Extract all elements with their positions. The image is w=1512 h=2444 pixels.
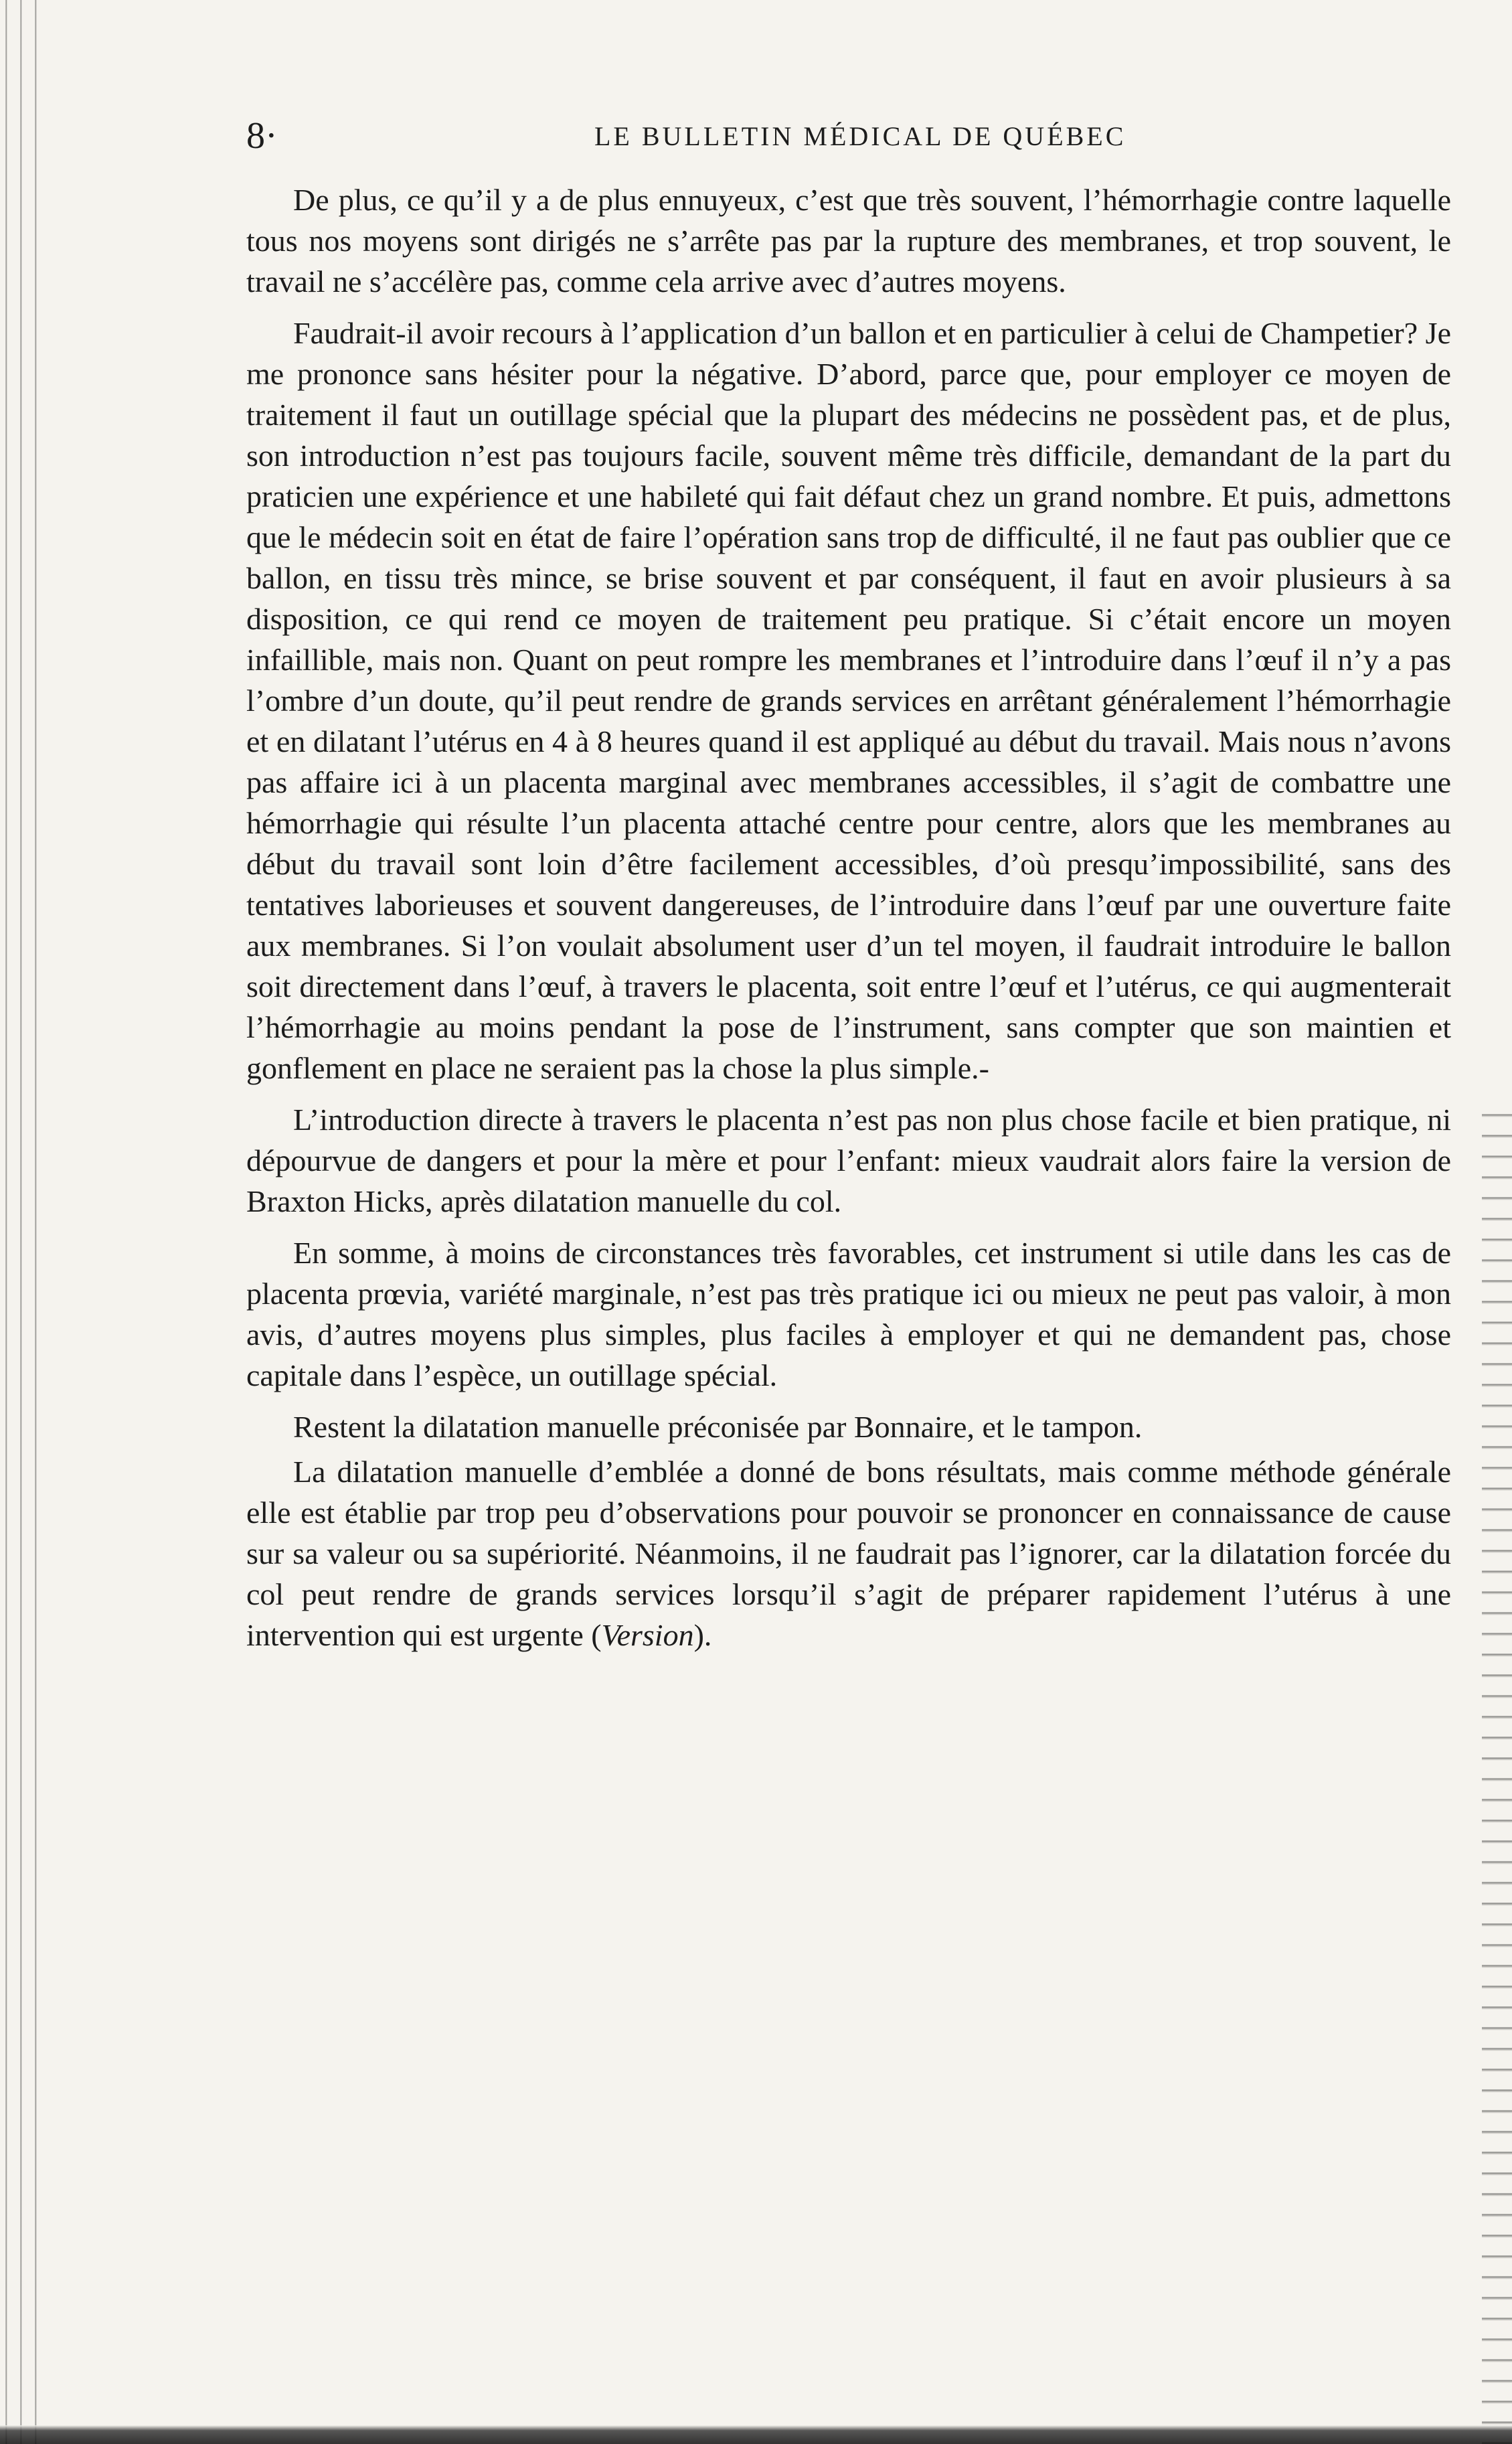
page-number: 8· bbox=[246, 115, 278, 157]
paragraph-last bbox=[246, 1451, 1451, 1655]
page-header bbox=[246, 112, 1451, 159]
paragraph-text: La dilatation manuelle d’emblée a donné de bons résultats, mais comme méthode générale elle est établie par trop peu d’observations pour pouvoir se prononcer en connaissance de cause sur sa valeur ou sa supériorité. Néanmoins, il ne faudrait pas l’ignorer, car la dilatation forcée du col peut rendre de grands services lorsqu’il s’agit de préparer rapidement l’utérus à une intervention qui est urgente ( bbox=[246, 1455, 1451, 1652]
paragraph: L’introduction directe à travers le placenta n’est pas non plus chose facile et bien pratique, ni dépourvue de dangers et pour la mère et pour l’enfant: mieux vaudrait alors faire la version de Braxton Hicks, après dilatation manuelle du col. bbox=[246, 1103, 1451, 1218]
binding-gutter bbox=[0, 0, 47, 2444]
paragraph: De plus, ce qu’il y a de plus ennuyeux, c’est que très souvent, l’hémorrhagie contre laquelle tous nos moyens sont dirigés ne s’arrête pas par la rupture des membranes, et trop souvent, le travail ne s’accélère pas, comme cela arrive avec d’autres moyens. bbox=[246, 183, 1451, 299]
paragraph-closing: ). bbox=[693, 1618, 712, 1652]
paragraph: Faudrait-il avoir recours à l’application d’un ballon et en particulier à celui de Champetier? Je me prononce sans hésiter pour la négative. D’abord, parce que, pour employer ce moyen de traitement il faut un outillage spécial que la plupart des médecins ne possèdent pas, et de plus, son introduction n’est pas toujours facile, souvent même très difficile, demandant de la part du praticien une expérience et une habileté qui fait défaut chez un grand nombre. Et puis, admettons que le médecin soit en état de faire l’opération sans trop de difficulté, il ne faut pas oublier que ce ballon, en tissu très mince, se brise souvent et par conséquent, il faut en avoir plusieurs à sa disposition, ce qui rend ce moyen de traitement peu pratique. Si c’était encore un moyen infaillible, mais non. Quant on peut rompre les membranes et l’introduire dans l’œuf il n’y a pas l’ombre d’un doute, qu’il peut rendre de grands services en arrêtant généralement l’hémorrhagie et en dilatant l’utérus en 4 à 8 heures quand il est appliqué au début du travail. Mais nous n’avons pas affaire ici à un placenta marginal avec membranes accessibles, il s’agit de combattre une hémorrhagie qui résulte l’un placenta attaché centre pour centre, alors que les membranes au début du travail sont loin d’être facilement accessibles, d’où presqu’impossibilité, sans des tentatives laborieuses et souvent dangereuses, de l’introduire dans l’œuf par une ouverture faite aux membranes. Si l’on voulait absolument user d’un tel moyen, il faudrait introduire le ballon soit directement dans l’œuf, à travers le placenta, soit entre l’œuf et l’utérus, ce qui augmenterait l’hémorrhagie au moins pendant la pose de l’instrument, sans compter que son maintien et gonflement en place ne seraient pas la chose la plus simple.- bbox=[246, 316, 1451, 1085]
page-edge-right bbox=[1482, 1105, 1512, 2444]
running-title: LE BULLETIN MÉDICAL DE QUÉBEC bbox=[594, 121, 1126, 151]
page-edge-bottom bbox=[0, 2425, 1512, 2444]
body-text bbox=[246, 179, 1451, 1666]
paragraph: Restent la dilatation manuelle préconisée par Bonnaire, et le tampon. bbox=[293, 1410, 1143, 1444]
paragraph: En somme, à moins de circonstances très favorables, cet instrument si utile dans les cas de placenta prœvia, variété marginale, n’est pas très pratique ici ou mieux ne peut pas valoir, à mon avis, d’autres moyens plus simples, plus faciles à employer et qui ne demandent pas, chose capitale dans l’espèce, un outillage spécial. bbox=[246, 1236, 1451, 1392]
italic-term: Version bbox=[601, 1618, 694, 1652]
